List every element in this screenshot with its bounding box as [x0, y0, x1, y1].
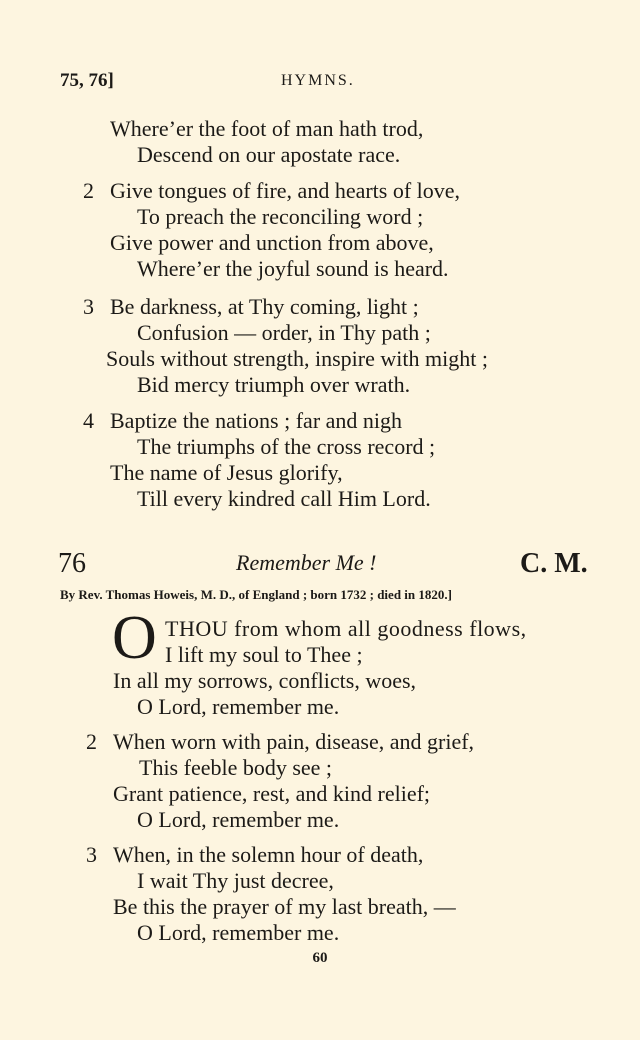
verse-line: Where’er the foot of man hath trod,: [110, 116, 424, 141]
verse-number: 2: [86, 729, 97, 754]
hymn-meter: C. M.: [520, 548, 588, 579]
page-number: 60: [312, 950, 328, 966]
verse-line: To preach the reconciling word ;: [137, 204, 424, 229]
verse-line: Give power and unction from above,: [110, 230, 434, 255]
verse-line: Where’er the joyful sound is heard.: [137, 256, 449, 281]
verse-line: Till every kindred call Him Lord.: [137, 486, 431, 511]
verse-number: 3: [86, 842, 97, 867]
verse-line: O Lord, remember me.: [137, 920, 340, 945]
verse-line: Be darkness, at Thy coming, light ;: [110, 294, 419, 319]
verse-line: The triumphs of the cross record ;: [137, 434, 436, 459]
verse-line: When worn with pain, disease, and grief,: [113, 729, 475, 754]
verse-line: O Lord, remember me.: [137, 807, 340, 832]
verse-line: THOU from whom all goodness flows,: [165, 616, 527, 641]
verse-line: This feeble body see ;: [139, 755, 333, 780]
verse-number: 2: [83, 178, 94, 203]
verse-line: Souls without strength, inspire with might ;: [106, 346, 488, 371]
verse-line: Be this the prayer of my last breath, —: [113, 894, 456, 919]
hymn-number: 76: [58, 548, 86, 579]
verse-line: Baptize the nations ; far and nigh: [110, 408, 403, 433]
verse-line: The name of Jesus glorify,: [110, 460, 343, 485]
running-head: [0, 70, 640, 94]
verse-line: Descend on our apostate race.: [137, 142, 401, 167]
verse-number: 3: [83, 294, 94, 319]
hymn-76-header: [0, 548, 640, 582]
verse-line: Give tongues of fire, and hearts of love,: [110, 178, 461, 203]
running-head-title: HYMNS.: [281, 72, 355, 89]
verse-line: Grant patience, rest, and kind relief;: [113, 781, 431, 806]
hymn-attribution: By Rev. Thomas Howeis, M. D., of England ; born 1732 ; died in 1820.]: [60, 587, 452, 602]
running-head-hymn-numbers: 75, 76]: [60, 70, 114, 91]
verse-number: 4: [83, 408, 94, 433]
drop-cap: O: [112, 604, 157, 672]
verse-line: I lift my soul to Thee ;: [165, 642, 363, 667]
verse-line: Confusion — order, in Thy path ;: [137, 320, 431, 345]
verse-line: In all my sorrows, conflicts, woes,: [113, 668, 417, 693]
verse-line: I wait Thy just decree,: [137, 868, 334, 893]
verse-line: Bid mercy triumph over wrath.: [137, 372, 411, 397]
verse-line: O Lord, remember me.: [137, 694, 340, 719]
hymn-title: Remember Me !: [236, 550, 377, 575]
verse-line: When, in the solemn hour of death,: [113, 842, 424, 867]
